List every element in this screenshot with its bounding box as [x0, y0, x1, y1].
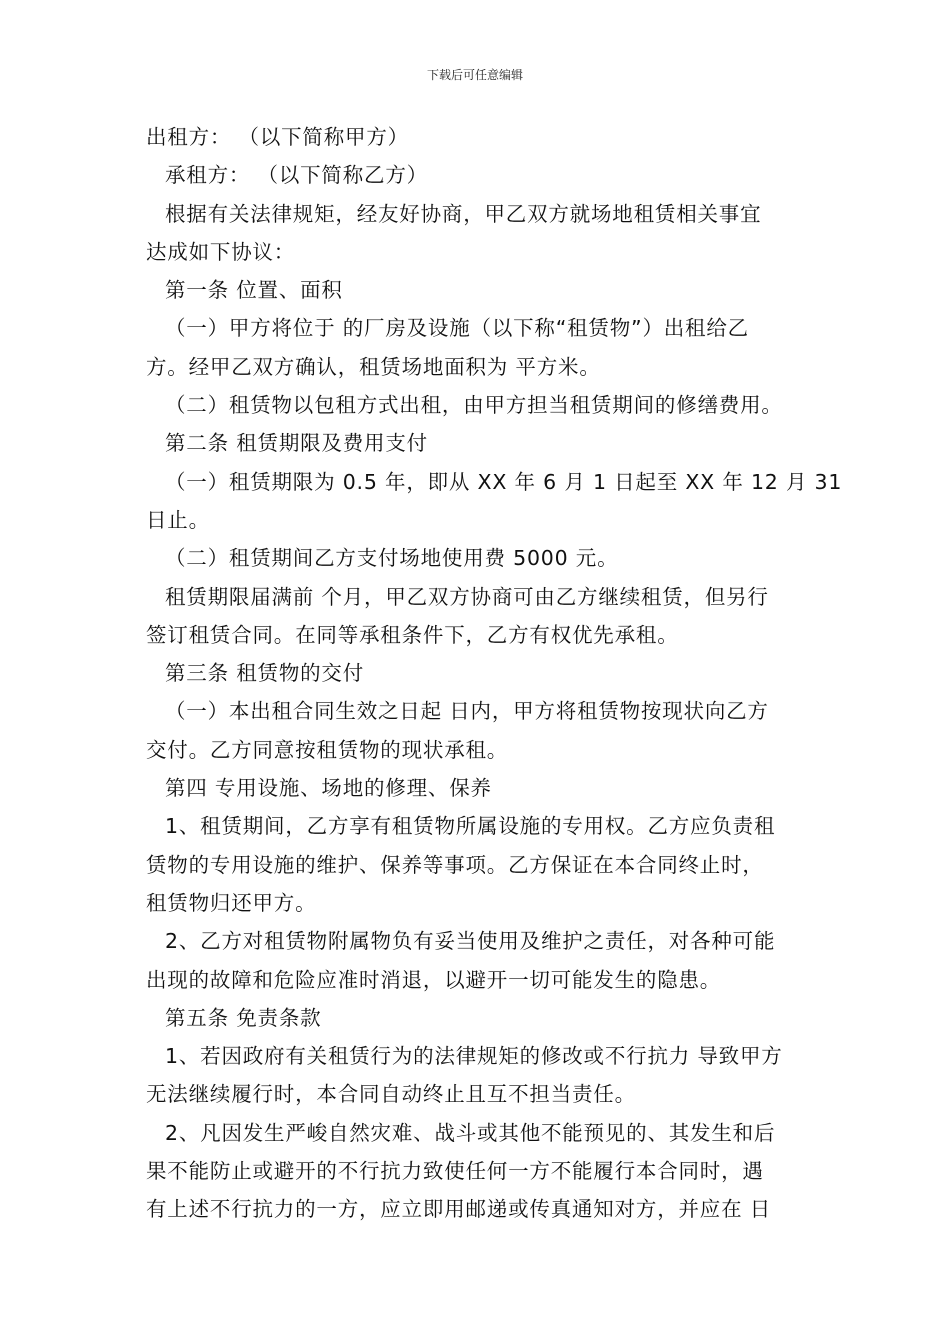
text-line: 第三条 租赁物的交付 [165, 661, 365, 686]
text-line: （二）租赁期间乙方支付场地使用费 5000 元。 [165, 546, 619, 571]
text-line: 出现的故障和危险应准时消退，以避开一切可能发生的隐患。 [146, 967, 722, 992]
text-line: 2、凡因发生严峻自然灾难、战斗或其他不能预见的、其发生和后 [165, 1120, 776, 1145]
text-line: 有上述不行抗力的一方，应立即用邮递或传真通知对方，并应在 日 [146, 1197, 772, 1222]
text-line: （一）本出租合同生效之日起 日内，甲方将租赁物按现状向乙方 [165, 699, 769, 724]
text-line: 第二条 租赁期限及费用支付 [165, 431, 428, 456]
text-line: 2、乙方对租赁物附属物负有妥当使用及维护之责任，对各种可能 [165, 929, 776, 954]
text-line: （一）甲方将位于 的厂房及设施（以下称“租赁物”）出租给乙 [165, 316, 749, 341]
text-line: 赁物的专用设施的维护、保养等事项。乙方保证在本合同终止时， [146, 852, 764, 877]
text-line: 果不能防止或避开的不行抗力致使任何一方不能履行本合同时，遇 [146, 1159, 764, 1184]
document-body [146, 118, 843, 1229]
text-line: 达成如下协议： [146, 239, 296, 264]
text-line: 出租方： （以下简称甲方） [146, 125, 409, 149]
text-line: 无法继续履行时，本合同自动终止且互不担当责任。 [146, 1082, 636, 1107]
text-line: 租赁期限届满前 个月，甲乙双方协商可由乙方继续租赁，但另行 [165, 584, 769, 609]
text-line: 签订租赁合同。在同等承租条件下，乙方有权优先承租。 [146, 622, 679, 647]
text-line: （二）租赁物以包租方式出租，由甲方担当租赁期间的修缮费用。 [165, 393, 783, 418]
text-line: 1、若因政府有关租赁行为的法律规矩的修改或不行抗力 导致甲方 [165, 1044, 783, 1069]
text-line: 日止。 [146, 507, 210, 532]
text-line: 租赁物归还甲方。 [146, 890, 317, 915]
text-line: 第一条 位置、面积 [165, 278, 343, 303]
text-line: （一）租赁期限为 0.5 年，即从 XX 年 6 月 1 日起至 XX 年 12 月 31 [165, 469, 843, 494]
text-line: 1、租赁期间，乙方享有租赁物所属设施的专用权。乙方应负责租 [165, 814, 776, 839]
text-line: 交付。乙方同意按租赁物的现状承租。 [146, 737, 509, 762]
text-line: 方。经甲乙双方确认，租赁场地面积为 平方米。 [146, 354, 601, 379]
text-line: 第五条 免责条款 [165, 1005, 322, 1030]
page-header: 下载后可任意编辑 [426, 68, 523, 82]
text-line: 根据有关法律规矩，经友好协商，甲乙双方就场地租赁相关事宜 [165, 201, 762, 226]
text-line: 第四 专用设施、场地的修理、保养 [165, 776, 492, 801]
text-line: 承租方： （以下简称乙方） [165, 163, 428, 188]
